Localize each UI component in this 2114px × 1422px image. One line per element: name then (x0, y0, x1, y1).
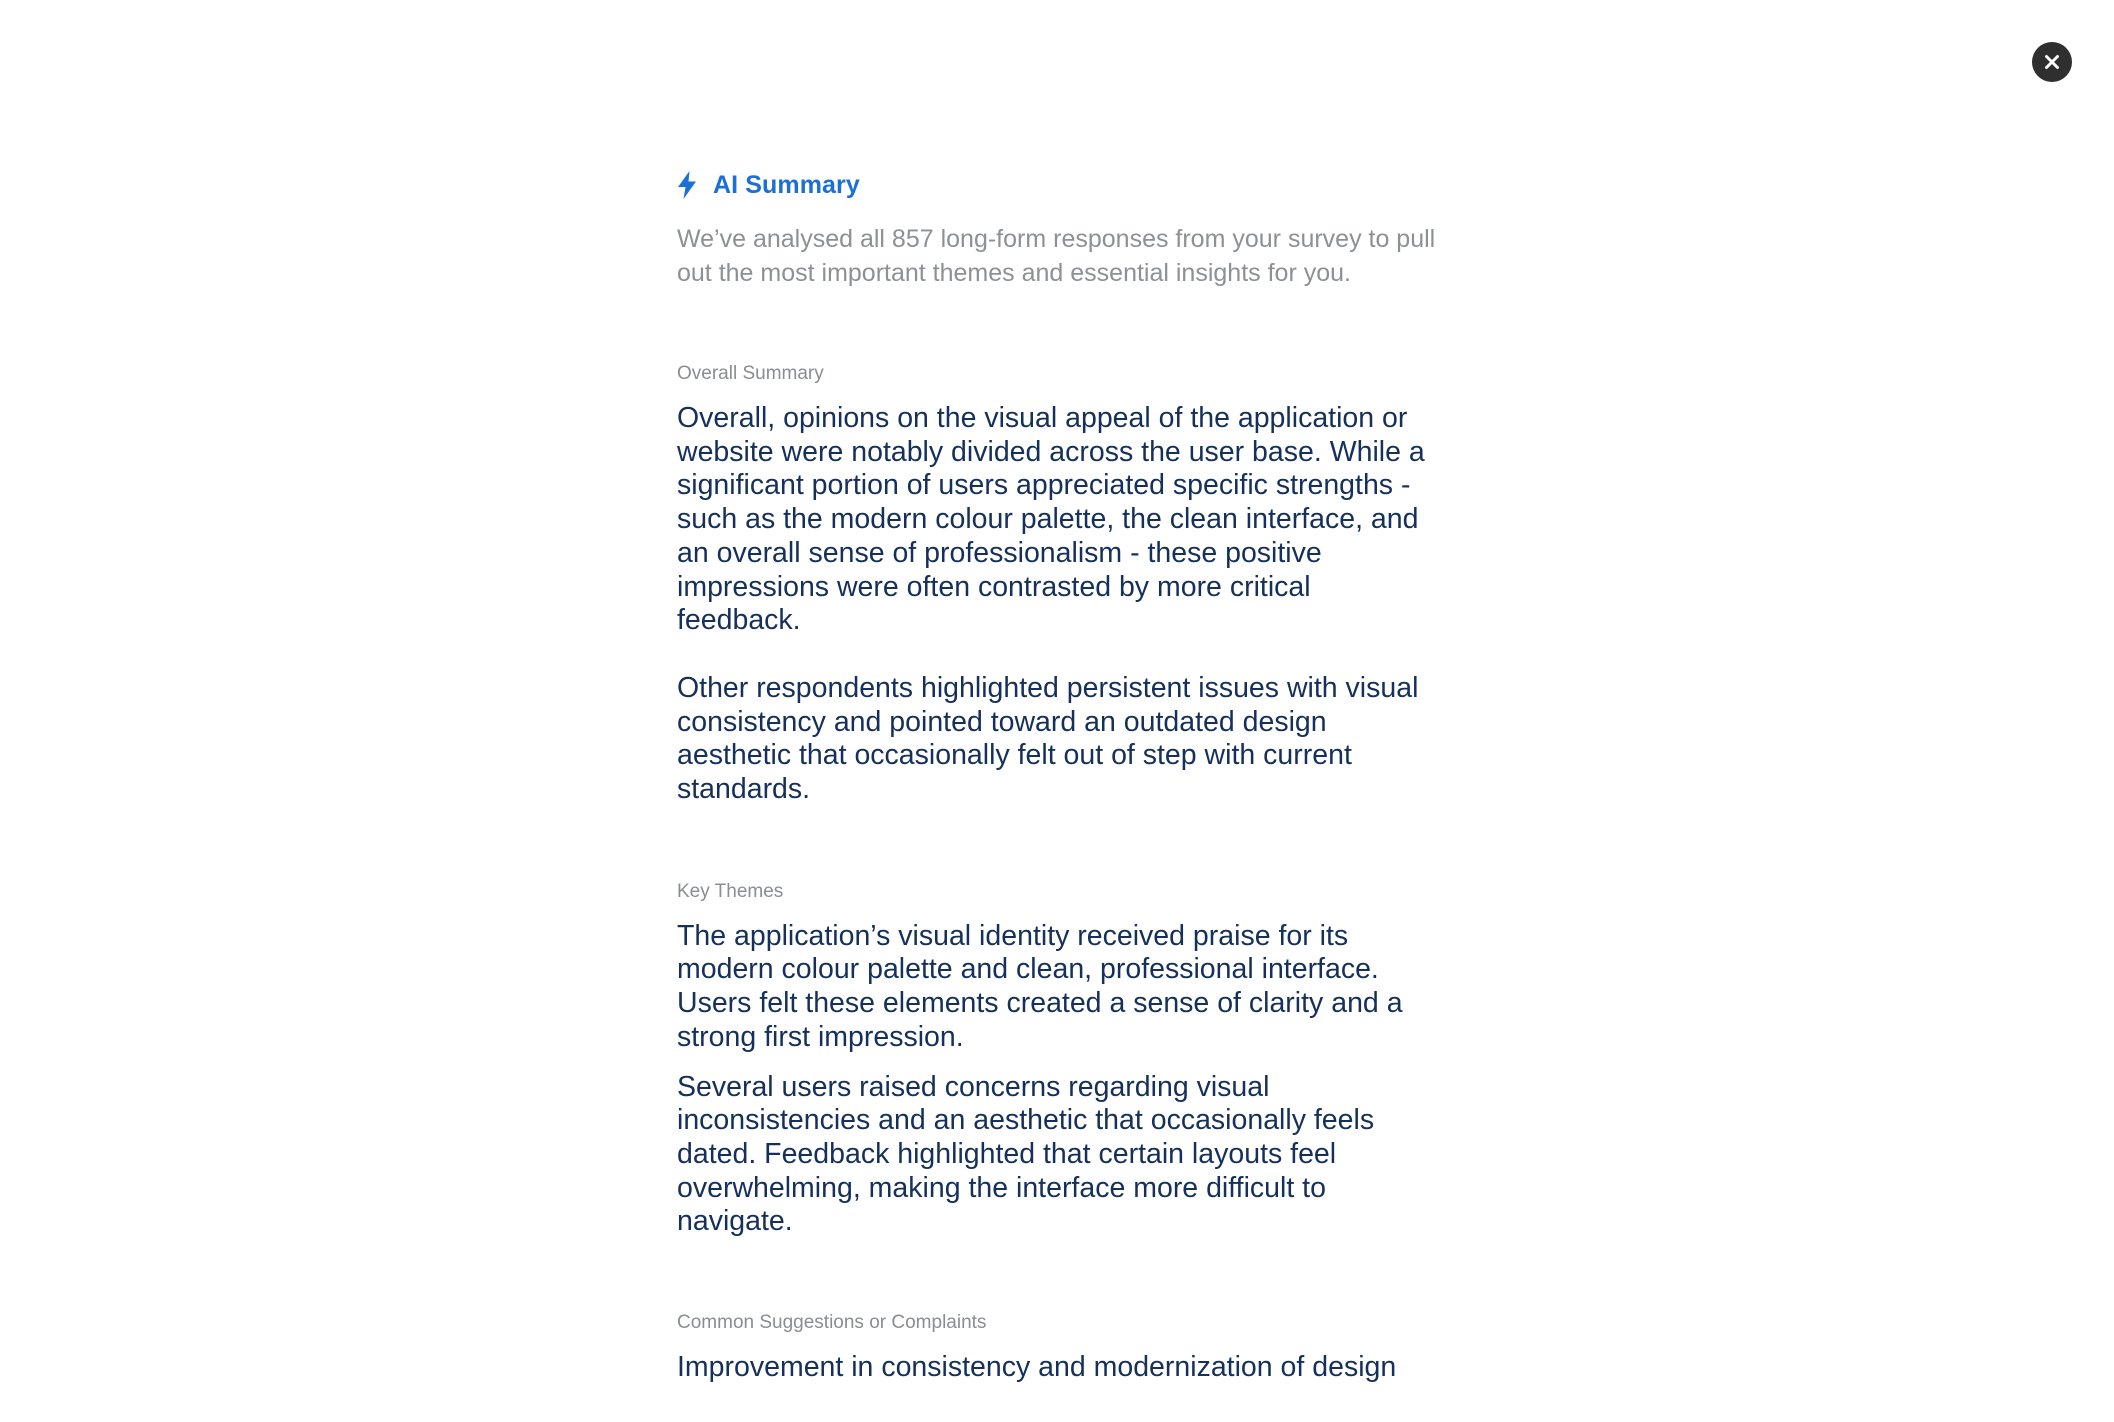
summary-header (677, 168, 1437, 202)
key-theme-paragraph-2: Several users raised concerns regarding visual inconsistencies and an aesthetic that occasionally feels dated. Feedback highlighted that certain layouts feel overwhelming, making the interface more difficult to navigate. (677, 1070, 1375, 1238)
key-theme-paragraph-1: The application’s visual identity received praise for its modern colour palette and clean, professional interface. Users felt these elements created a sense of clarity and a strong first impression. (677, 919, 1403, 1053)
suggestions-paragraph-1: Improvement in consistency and modernization of design (677, 1351, 1397, 1384)
section-label: Key Themes (677, 880, 784, 902)
overall-summary-paragraph-1: Overall, opinions on the visual appeal of the application or website were notably divided across the user base. While a significant portion of users appreciated specific strengths - such as the modern colour palette, the clean interface, and an overall sense of professionalism - these positive impressions were often contrasted by more critical feedback. (677, 402, 1425, 637)
close-button[interactable] (2032, 42, 2072, 82)
suggestions-section (677, 1311, 1437, 1385)
close-icon (2044, 54, 2060, 70)
section-label: Common Suggestions or Complaints (677, 1312, 987, 1334)
key-themes-section (677, 880, 1437, 1239)
overall-summary-section (677, 362, 1437, 807)
lightning-bolt-icon (677, 170, 699, 200)
intro-text: We’ve analysed all 857 long-form responses from your survey to pull out the most important themes and essential insights for you. (677, 225, 1436, 287)
summary-content (677, 168, 1437, 1385)
overall-summary-paragraph-2: Other respondents highlighted persistent issues with visual consistency and pointed toward an outdated design aesthetic that occasionally felt out of step with current standards. (677, 671, 1419, 806)
page-title: AI Summary (713, 170, 860, 199)
section-label: Overall Summary (677, 363, 824, 384)
